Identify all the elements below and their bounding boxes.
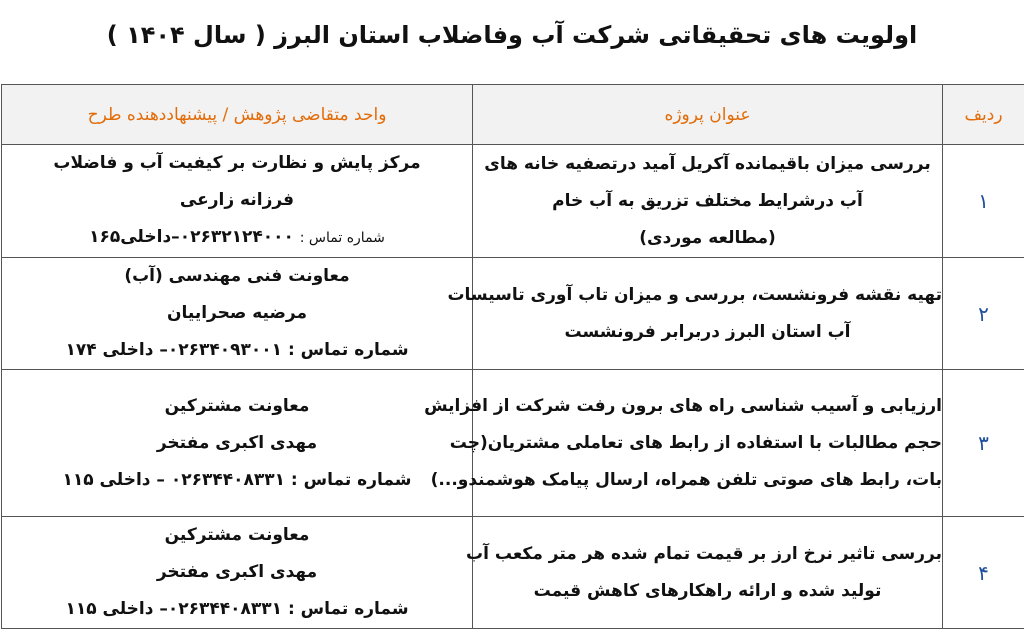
unit-name: معاونت مشترکین <box>2 517 472 554</box>
unit-name: معاونت مشترکین <box>2 388 472 425</box>
contact-value: ۰۲۶۳۲۱۲۴۰۰۰–داخلی۱۶۵ <box>89 227 294 247</box>
unit-name: معاونت فنی مهندسی (آب) <box>2 258 472 295</box>
page-title: اولویت های تحقیقاتی شرکت آب وفاضلاب استان البرز ( سال ۱۴۰۴ ) <box>0 18 1024 52</box>
contact-value: ۰۲۶۳۴۴۰۸۳۳۱ – داخلی ۱۱۵ <box>63 470 285 490</box>
project-title-line: تهیه نقشه فرونشست، بررسی و میزان تاب آوری تاسیسات <box>473 277 942 314</box>
row-index: ۲ <box>943 258 1024 370</box>
row-index: ۴ <box>943 517 1024 629</box>
row-index: ۳ <box>943 370 1024 517</box>
project-title-line: بررسی میزان باقیمانده آکریل آمید درتصفیه خانه های <box>473 146 942 183</box>
contact-person: مهدی اکبری مفتخر <box>2 425 472 462</box>
project-title-line: (مطالعه موردی) <box>473 220 942 257</box>
table-row <box>2 370 1024 517</box>
project-title-line: بررسی تاثیر نرخ ارز بر قیمت تمام شده هر متر مکعب آب <box>473 536 942 573</box>
project-title <box>473 145 943 258</box>
contact-value: ۰۲۶۳۴۴۰۸۳۳۱– داخلی ۱۱۵ <box>65 599 282 619</box>
contact-person: مرضیه صحراییان <box>2 295 472 332</box>
project-title-line: تولید شده و ارائه راهکارهای کاهش قیمت <box>473 573 942 610</box>
contact-label: شماره تماس : <box>288 599 409 619</box>
header-unit: واحد متقاضی پژوهش / پیشنهاددهنده طرح <box>2 85 473 145</box>
contact-phone <box>2 462 472 499</box>
project-title-line: آب درشرایط مختلف تزریق به آب خام <box>473 183 942 220</box>
project-title <box>473 517 943 629</box>
contact-person: فرزانه زارعی <box>2 182 472 219</box>
project-title-line: ارزیابی و آسیب شناسی راه های برون رفت شرکت از افزایش <box>473 388 942 425</box>
table-row <box>2 517 1024 629</box>
table-row <box>2 258 1024 370</box>
unit-name: مرکز پایش و نظارت بر کیفیت آب و فاضلاب <box>2 145 472 182</box>
header-index: ردیف <box>943 85 1024 145</box>
contact-person: مهدی اکبری مفتخر <box>2 554 472 591</box>
contact-label: شماره تماس : <box>288 340 409 360</box>
project-title-line: حجم مطالبات با استفاده از رابط های تعاملی مشتریان(چت <box>473 425 942 462</box>
contact-label: شماره تماس : <box>291 470 412 490</box>
research-priorities-table <box>1 84 1024 629</box>
requesting-unit <box>2 145 473 258</box>
project-title <box>473 258 943 370</box>
contact-phone <box>2 219 472 257</box>
contact-value: ۰۲۶۳۴۰۹۳۰۰۱– داخلی ۱۷۴ <box>65 340 282 360</box>
requesting-unit <box>2 370 473 517</box>
requesting-unit <box>2 258 473 370</box>
contact-phone <box>2 332 472 369</box>
contact-label: شماره تماس : <box>300 230 385 246</box>
header-row <box>2 85 1024 145</box>
table-row <box>2 145 1024 258</box>
project-title <box>473 370 943 517</box>
row-index: ۱ <box>943 145 1024 258</box>
project-title-line: بات، رابط های صوتی تلفن همراه، ارسال پیامک هوشمندو...) <box>473 462 942 499</box>
requesting-unit <box>2 517 473 629</box>
header-title: عنوان پروژه <box>473 85 943 145</box>
contact-phone <box>2 591 472 628</box>
project-title-line: آب استان البرز دربرابر فرونشست <box>473 314 942 351</box>
